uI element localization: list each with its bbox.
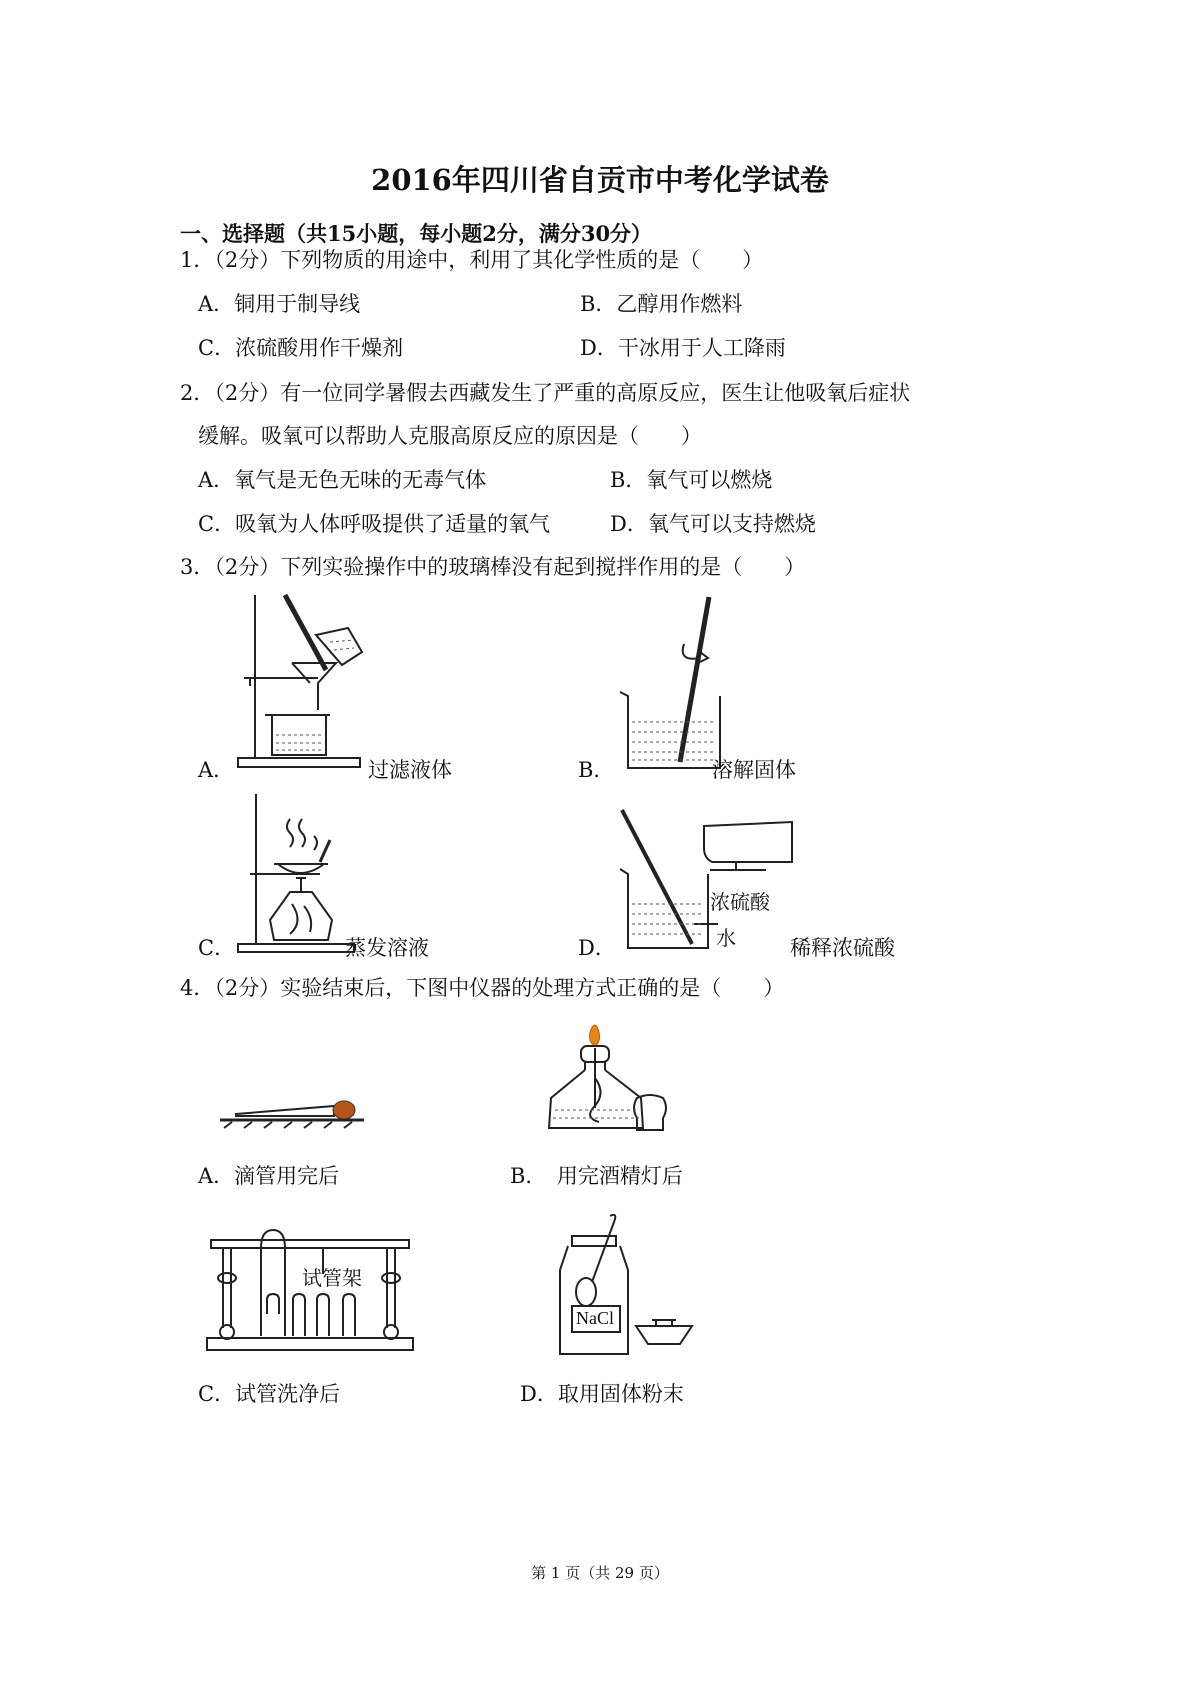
page-title: 2016年四川省自贡市中考化学试卷 [371,163,829,197]
q2-option-a: A．氧气是无色无味的无毒气体 [198,468,487,492]
q2-option-c: C．吸氧为人体呼吸提供了适量的氧气 [198,512,551,536]
q1-option-c: C．浓硫酸用作干燥剂 [198,336,404,360]
question-3-stem: 3．（2分）下列实验操作中的玻璃棒没有起到搅拌作用的是（ ） [180,555,806,579]
q3-option-d-caption: 稀释浓硫酸 [790,936,895,960]
page-footer: 第 1 页（共 29 页） [531,1564,669,1582]
q2-option-d: D．氧气可以支持燃烧 [610,512,816,536]
section-heading: 一、选择题（共15小题，每小题2分，满分30分） [180,221,653,246]
q4-option-d-caption: D．取用固体粉末 [520,1382,684,1406]
dilution-apparatus-figure [612,804,802,954]
filtration-apparatus-figure [230,590,390,780]
alcohol-lamp-figure [545,1018,695,1138]
evaporation-apparatus-figure [230,792,360,952]
dropper-figure [218,1090,368,1135]
q1-option-d: D．干冰用于人工降雨 [580,336,786,360]
q3-option-c-caption: 蒸发溶液 [345,936,429,960]
q2-option-b: B．氧气可以燃烧 [610,468,773,492]
d-label-water: 水 [716,926,736,950]
reagent-bottle-figure [552,1212,702,1362]
question-2-stem-line1: 2．（2分）有一位同学暑假去西藏发生了严重的高原反应，医生让他吸氧后症状 [180,381,911,405]
q3-option-b-caption: 溶解固体 [712,758,796,782]
q4-option-b-caption: B． 用完酒精灯后 [510,1164,683,1188]
q4-option-c-caption: C．试管洗净后 [198,1382,341,1406]
q1-option-a: A．铜用于制导线 [198,292,361,316]
c-label-rack: 试管架 [302,1266,362,1290]
q3-option-c-letter: C． [198,936,236,960]
q3-option-d-letter: D． [578,936,616,960]
question-4-stem: 4．（2分）实验结束后，下图中仪器的处理方式正确的是（ ） [180,976,785,1000]
q3-option-b-letter: B． [578,758,615,782]
q3-option-a-caption: 过滤液体 [368,758,452,782]
q3-option-a-letter: A． [198,758,235,782]
q4-option-a-caption: A．滴管用完后 [198,1164,340,1188]
d-label-nacl: NaCl [576,1308,614,1328]
d-label-acid: 浓硫酸 [710,890,770,914]
question-2-stem-line2: 缓解。吸氧可以帮助人克服高原反应的原因是（ ） [198,424,702,448]
q1-option-b: B．乙醇用作燃料 [580,292,743,316]
question-1-stem: 1．（2分）下列物质的用途中，利用了其化学性质的是（ ） [180,248,764,272]
